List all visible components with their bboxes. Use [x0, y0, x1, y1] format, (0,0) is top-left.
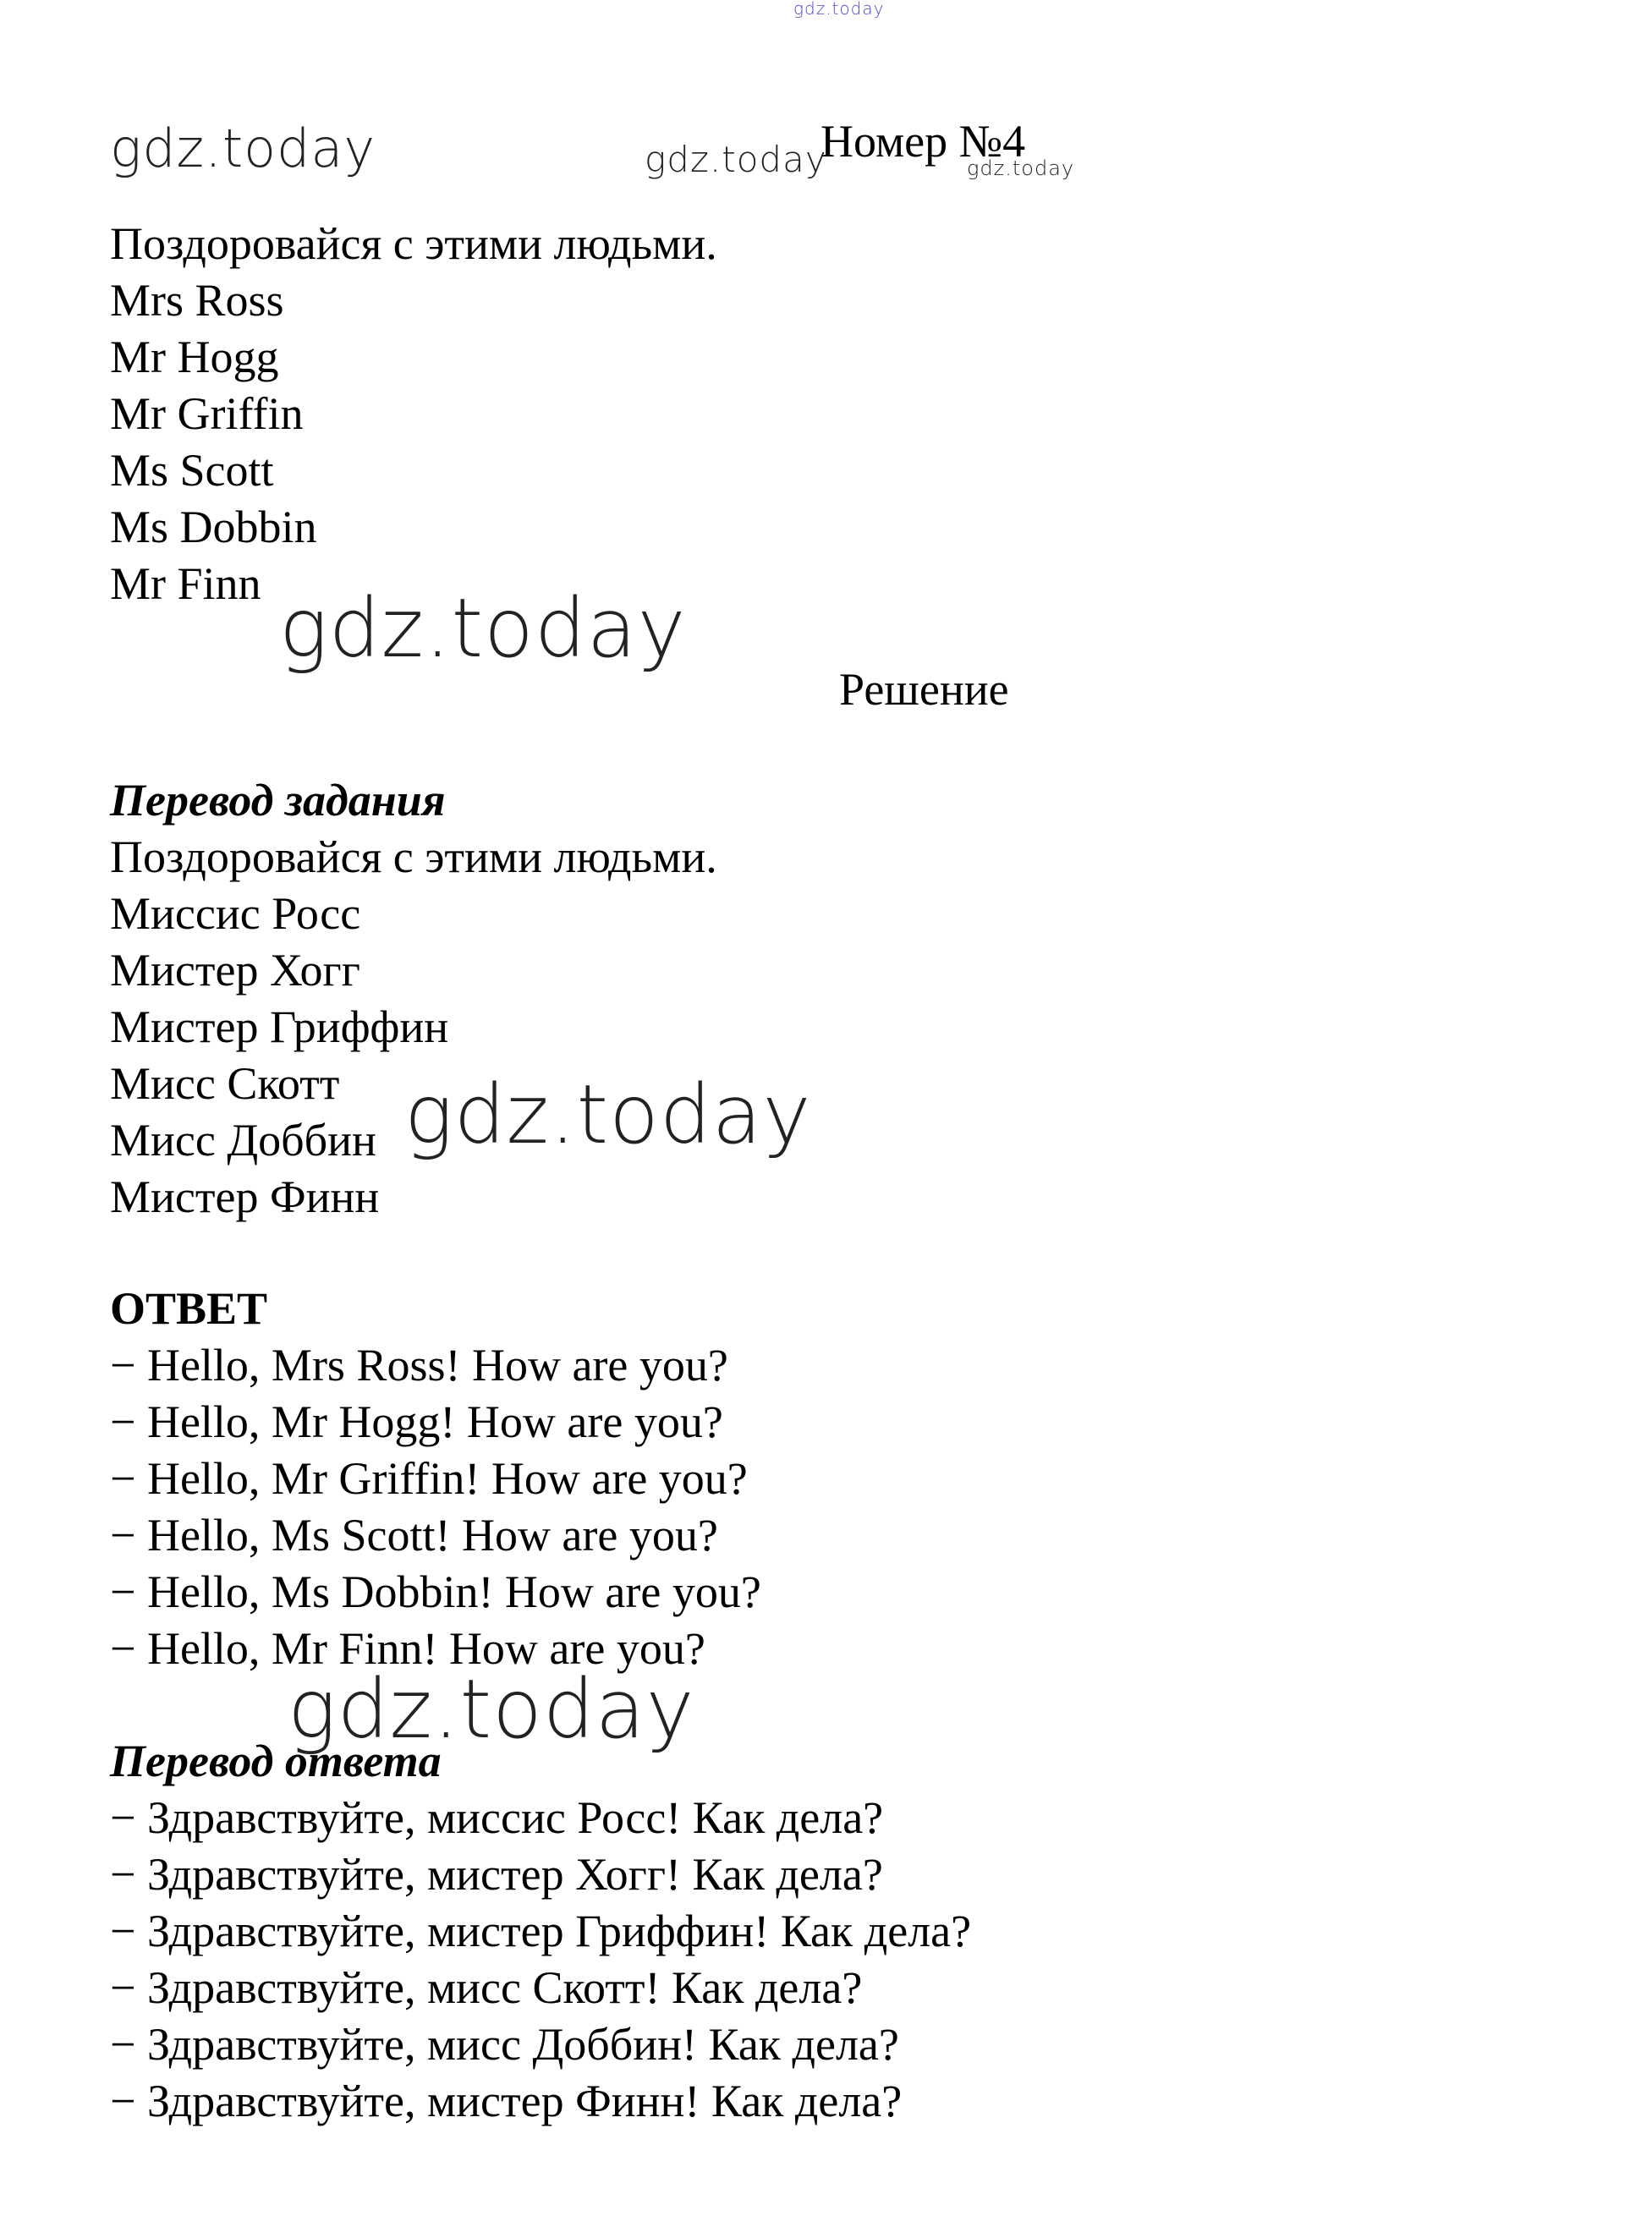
- watermark-header-left: gdz.today: [110, 118, 376, 179]
- task-number-title: Номер №4: [821, 116, 1026, 167]
- task-name: Mr Hogg: [110, 332, 279, 382]
- answer-line: − Hello, Ms Scott! How are you?: [110, 1510, 718, 1561]
- task-translation-name: Мисс Скотт: [110, 1058, 340, 1109]
- task-translation-name: Мистер Хогг: [110, 945, 360, 996]
- answer-line: − Hello, Mr Griffin! How are you?: [110, 1453, 748, 1504]
- answer-translation-heading: Перевод ответа: [110, 1736, 442, 1786]
- answer-translation-line: − Здравствуйте, мистер Хогг! Как дела?: [110, 1849, 883, 1900]
- task-translation-name: Мисс Доббин: [110, 1115, 376, 1166]
- task-translation-name: Мистер Гриффин: [110, 1001, 449, 1052]
- task-name: Mr Finn: [110, 558, 261, 609]
- answer-translation-block: [110, 1733, 971, 2130]
- answer-translation-line: − Здравствуйте, мисс Доббин! Как дела?: [110, 2019, 899, 2070]
- watermark-large-3: gdz.today: [288, 1662, 695, 1757]
- answer-translation-line: − Здравствуйте, мистер Финн! Как дела?: [110, 2076, 903, 2126]
- task-name: Ms Scott: [110, 445, 274, 496]
- answer-line: − Hello, Mr Finn! How are you?: [110, 1623, 705, 1674]
- answer-translation-line: − Здравствуйте, мисс Скотт! Как дела?: [110, 1962, 863, 2013]
- task-translation-instruction: Поздоровайся с этими людьми.: [110, 831, 717, 882]
- answer-translation-line: − Здравствуйте, мистер Гриффин! Как дела?: [110, 1906, 972, 1956]
- task-block: [110, 216, 717, 612]
- watermark-header-mid: gdz.today: [645, 139, 827, 180]
- task-name: Mr Griffin: [110, 388, 304, 439]
- answer-line: − Hello, Ms Dobbin! How are you?: [110, 1566, 761, 1617]
- task-instruction: Поздоровайся с этими людьми.: [110, 218, 717, 269]
- watermark-large-1: gdz.today: [279, 581, 687, 676]
- watermark-header-small: gdz.today: [967, 156, 1075, 180]
- task-name: Ms Dobbin: [110, 502, 317, 552]
- solution-heading: Решение: [839, 664, 1009, 715]
- answer-heading: ОТВЕТ: [110, 1283, 268, 1334]
- watermark-large-2: gdz.today: [404, 1067, 812, 1162]
- answer-line: − Hello, Mrs Ross! How are you?: [110, 1340, 728, 1391]
- task-name: Mrs Ross: [110, 275, 284, 326]
- answer-block: [110, 1281, 761, 1677]
- task-translation-name: Мистер Финн: [110, 1171, 380, 1222]
- task-translation-heading: Перевод задания: [110, 775, 446, 826]
- watermark-top: gdz.today: [793, 0, 885, 19]
- task-translation-name: Миссис Росс: [110, 888, 361, 939]
- answer-translation-line: − Здравствуйте, миссис Росс! Как дела?: [110, 1792, 884, 1843]
- answer-line: − Hello, Mr Hogg! How are you?: [110, 1396, 723, 1447]
